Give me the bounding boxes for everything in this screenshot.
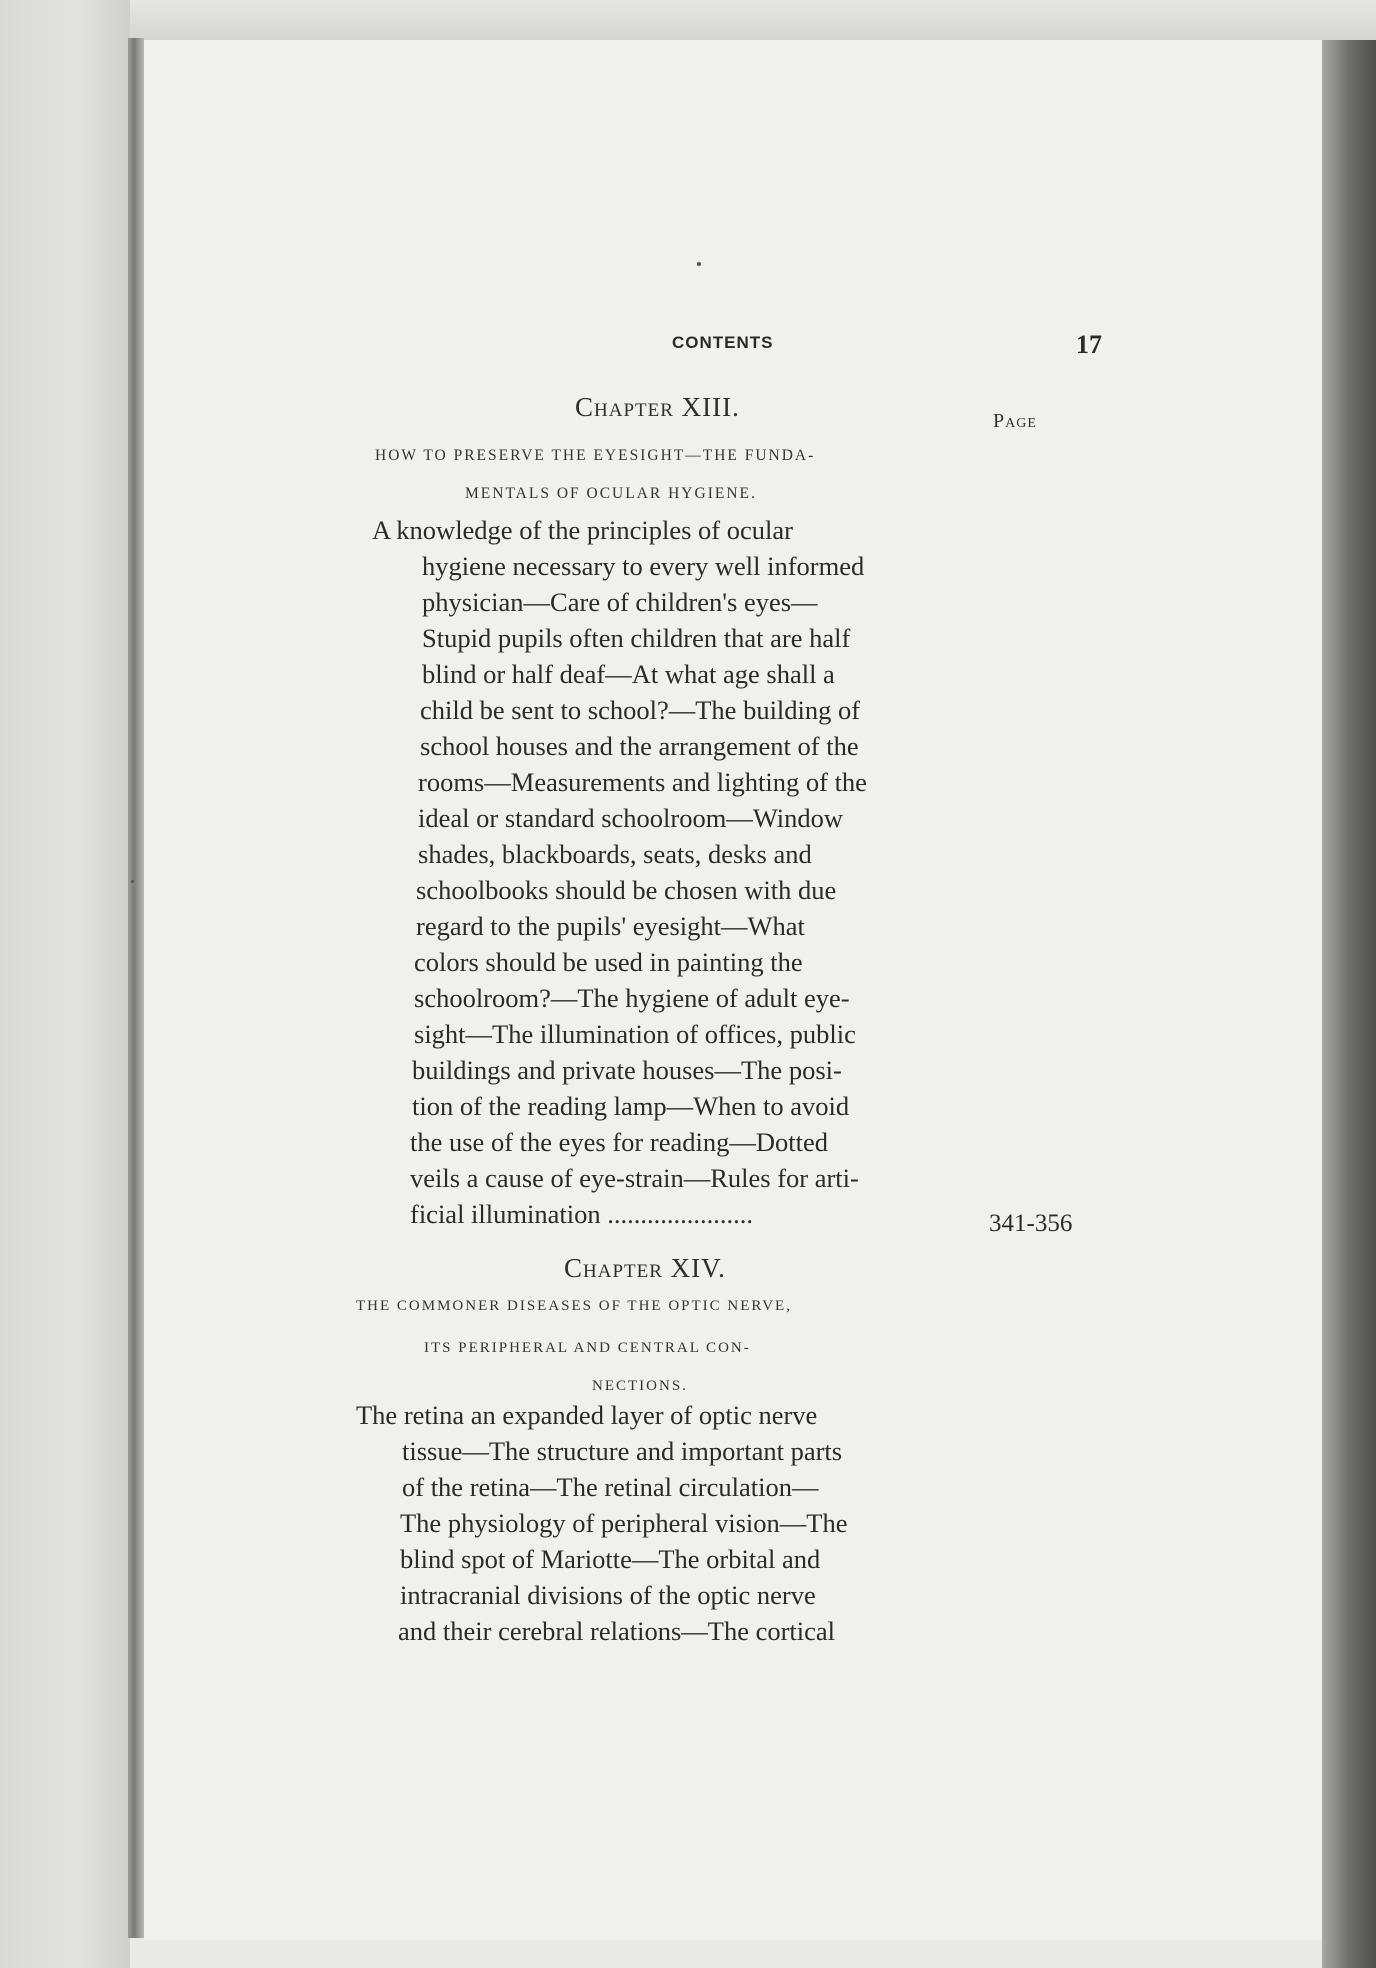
entry-line: schoolbooks should be chosen with due: [416, 875, 837, 905]
entry-line: blind or half deaf—At what age shall a: [422, 659, 835, 689]
entry-line: the use of the eyes for reading—Dotted: [410, 1127, 828, 1157]
entry-line: blind spot of Mariotte—The orbital and: [400, 1544, 821, 1574]
print-speck: [697, 262, 701, 266]
book-binding-edge: [128, 38, 144, 1938]
chapter-subtitle-line: THE COMMONER DISEASES OF THE OPTIC NERVE,: [356, 1298, 792, 1314]
entry-line: colors should be used in painting the: [414, 947, 803, 977]
entry-line: physician—Care of children's eyes—: [422, 587, 818, 617]
entry-line: shades, blackboards, seats, desks and: [418, 839, 812, 869]
entry-line: regard to the pupils' eyesight—What: [416, 911, 805, 941]
entry-line: buildings and private houses—The posi-: [412, 1055, 842, 1085]
entry-line: tissue—The structure and important parts: [402, 1436, 843, 1466]
page-column-label: Page: [993, 410, 1037, 432]
entry-line: child be sent to school?—The building of: [420, 695, 861, 725]
chapter-subtitle-line: NECTIONS.: [592, 1378, 688, 1394]
entry-line: The retina an expanded layer of optic nerve: [356, 1400, 818, 1430]
entry-line: rooms—Measurements and lighting of the: [418, 767, 867, 797]
entry-line: ideal or standard schoolroom—Window: [418, 803, 844, 833]
scan-top-edge: [130, 0, 1376, 42]
entry-line: sight—The illumination of offices, public: [414, 1019, 856, 1049]
page-range: 341-356: [989, 1210, 1073, 1237]
entry-line: A knowledge of the principles of ocular: [372, 515, 793, 545]
entry-line: tion of the reading lamp—When to avoid: [412, 1091, 850, 1121]
print-speck: [131, 880, 134, 883]
entry-line: The physiology of peripheral vision—The: [400, 1508, 848, 1538]
scan-left-margin: [0, 0, 130, 1968]
page-number: 17: [1076, 330, 1102, 359]
entry-line: veils a cause of eye-strain—Rules for arti-: [410, 1163, 859, 1193]
chapter-title: Chapter XIII.: [575, 392, 740, 422]
chapter-subtitle-line: HOW TO PRESERVE THE EYESIGHT—THE FUNDA-: [375, 447, 816, 464]
entry-line: intracranial divisions of the optic nerve: [400, 1580, 816, 1610]
running-head: CONTENTS: [672, 333, 774, 352]
chapter-subtitle-line: ITS PERIPHERAL AND CENTRAL CON-: [424, 1340, 751, 1356]
entry-line: of the retina—The retinal circulation—: [402, 1472, 819, 1502]
entry-line: and their cerebral relations—The cortical: [398, 1616, 836, 1646]
entry-line: hygiene necessary to every well informed: [422, 551, 865, 581]
entry-line: ficial illumination ......................: [410, 1199, 753, 1229]
page-edge-shadow: [1322, 40, 1376, 1968]
chapter-title: Chapter XIV.: [564, 1253, 726, 1283]
entry-line: schoolroom?—The hygiene of adult eye-: [414, 983, 850, 1013]
entry-line: Stupid pupils often children that are half: [422, 623, 851, 653]
chapter-subtitle-line: MENTALS OF OCULAR HYGIENE.: [465, 485, 757, 502]
entry-line: school houses and the arrangement of the: [420, 731, 859, 761]
